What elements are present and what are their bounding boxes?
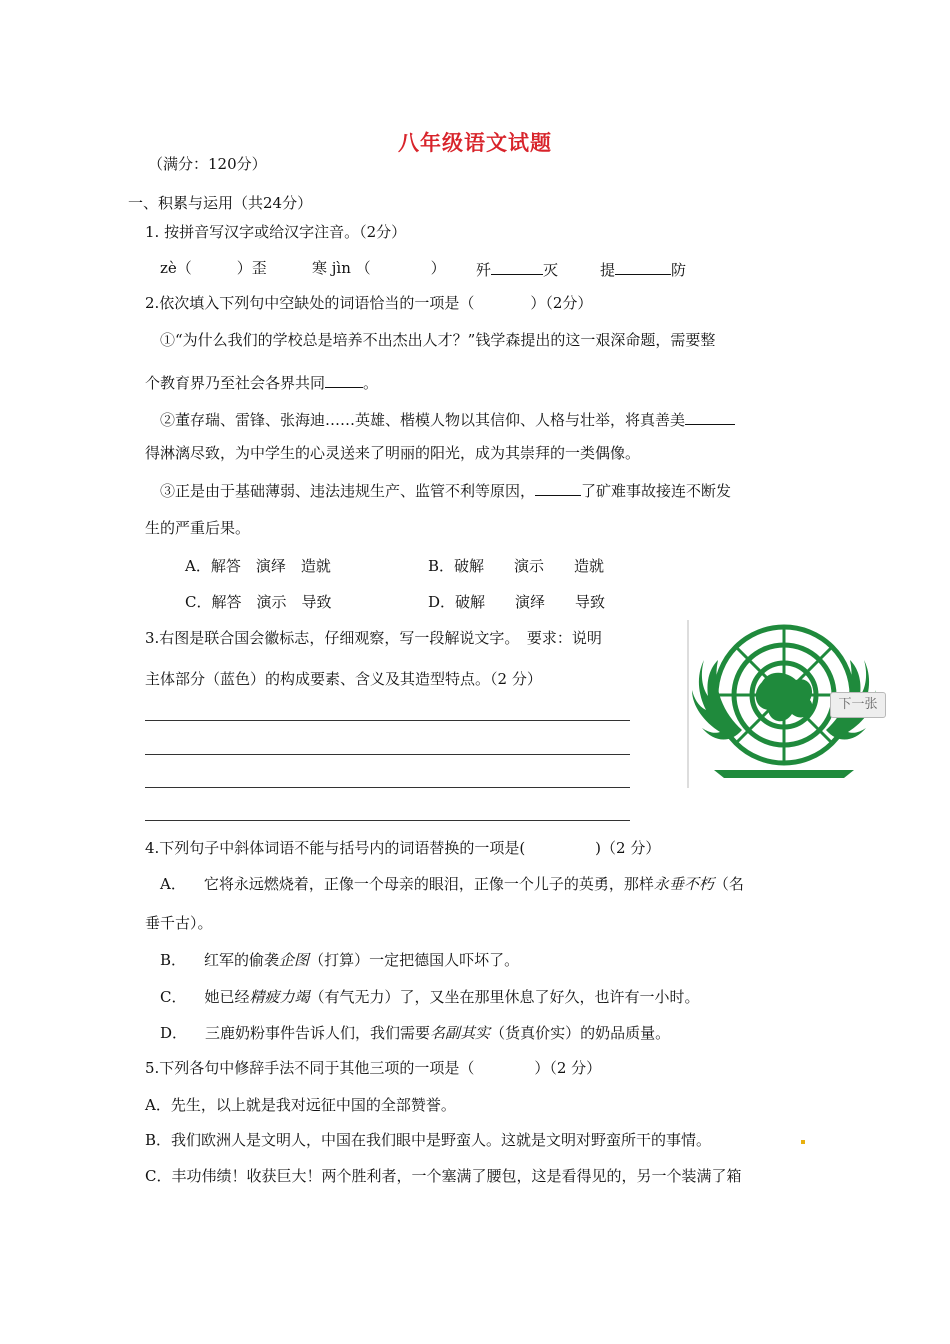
q4-option-d: D． 三鹿奶粉事件告诉人们，我们需要名副其实（货真价实）的奶品质量。 bbox=[160, 1024, 671, 1042]
q2-sentence2: ②董存瑞、雷锋、张海迪……英雄、楷模人物以其信仰、人格与壮举，将真善美 bbox=[160, 408, 735, 430]
q2-sentence3: ③正是由于基础薄弱、违法违规生产、监管不利等原因， 了矿难事故接连不断发 bbox=[160, 479, 731, 501]
q4-option-c: C． 她已经精疲力竭（有气无力）了，又坐在那里休息了好久，也许有一小时。 bbox=[160, 988, 700, 1006]
q5-option-a: A．先生，以上就是我对远征中国的全部赞誉。 bbox=[145, 1096, 456, 1114]
q2-option-c: C．解答 演示 导致 bbox=[185, 593, 332, 611]
q2-sentence3-cont: 生的严重后果。 bbox=[145, 519, 251, 537]
q4-option-a: A． 它将永远燃烧着，正像一个母亲的眼泪，正像一个儿子的英勇，那样永垂不朽（名 bbox=[160, 875, 744, 893]
next-image-button[interactable]: 下一张 bbox=[830, 692, 886, 718]
marker-dot bbox=[801, 1140, 805, 1144]
page-title: 八年级语文试题 bbox=[398, 130, 552, 155]
answer-line bbox=[145, 787, 630, 788]
q4-stem: 4.下列句子中斜体词语不能与括号内的词语替换的一项是( )（2 分） bbox=[145, 839, 661, 857]
q3-requirement: 主体部分（蓝色）的构成要素、含义及其造型特点。（2 分） bbox=[145, 670, 542, 688]
q2-option-b: B．破解 演示 造就 bbox=[428, 557, 605, 575]
q5-stem: 5.下列各句中修辞手法不同于其他三项的一项是（ ）（2 分） bbox=[145, 1059, 602, 1077]
answer-line bbox=[145, 820, 630, 821]
answer-line bbox=[145, 720, 630, 721]
q2-sentence1: ①“为什么我们的学校总是培养不出杰出人才？”钱学森提出的这一艰深命题，需要整 bbox=[160, 331, 716, 349]
section-heading: 一、积累与运用（共24分） bbox=[128, 194, 313, 212]
q2-stem: 2.依次填入下列句中空缺处的词语恰当的一项是（ ）（2分） bbox=[145, 294, 593, 312]
answer-line bbox=[145, 754, 630, 755]
q5-option-b: B．我们欧洲人是文明人，中国在我们眼中是野蛮人。这就是文明对野蛮所干的事情。 bbox=[145, 1131, 712, 1149]
q4-option-a-cont: 垂千古）。 bbox=[145, 914, 213, 932]
q2-option-d: D．破解 演绎 导致 bbox=[428, 593, 606, 611]
q2-sentence2-cont: 得淋漓尽致，为中学生的心灵送来了明丽的阳光，成为其崇拜的一类偶像。 bbox=[145, 444, 641, 462]
q1-item-a: zè（ ）歪 bbox=[160, 259, 267, 277]
q2-option-a: A．解答 演绎 造就 bbox=[185, 557, 331, 575]
q1-item-c: 歼 灭 bbox=[476, 258, 558, 280]
q1-item-d: 提 防 bbox=[600, 258, 686, 280]
q5-option-c: C．丰功伟绩！收获巨大！两个胜利者，一个塞满了腰包，这是看得见的，另一个装满了箱 bbox=[145, 1167, 742, 1185]
full-score: （满分：120分） bbox=[148, 155, 267, 173]
q3-stem: 3.右图是联合国会徽标志，仔细观察，写一段解说文字。 要求：说明 bbox=[145, 629, 602, 647]
q2-sentence1-cont: 个教育界乃至社会各界共同 。 bbox=[145, 371, 378, 393]
q1-stem: 1. 按拼音写汉字或给汉字注音。（2分） bbox=[145, 223, 407, 241]
q4-option-b: B． 红军的偷袭企图（打算）一定把德国人吓坏了。 bbox=[160, 951, 520, 969]
q1-item-b: 寒 jìn （ ） bbox=[312, 259, 446, 277]
